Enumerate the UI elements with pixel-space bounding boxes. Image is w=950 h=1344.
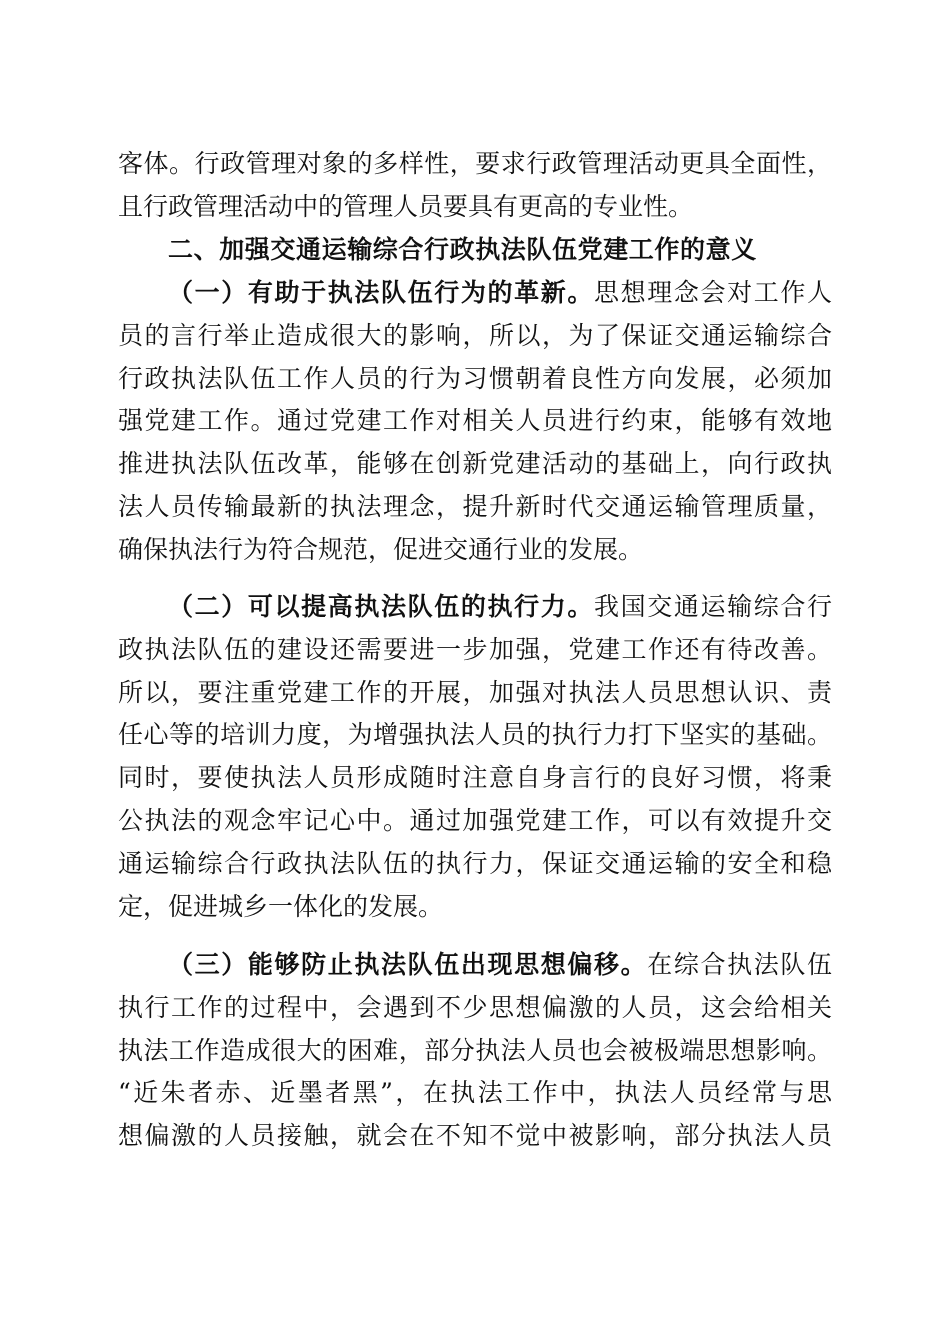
text-line: 确保执法行为符合规范，促进交通行业的发展。 xyxy=(118,534,644,564)
section-heading: 二、加强交通运输综合行政执法队伍党建工作的意义 xyxy=(168,235,757,264)
paragraph-lead-rest: 我国交通运输综合行 xyxy=(593,592,832,621)
text-line: 法人员传输最新的执法理念，提升新时代交通运输管理质量， xyxy=(118,491,832,521)
paragraph-continuation xyxy=(118,143,832,229)
paragraph-lead: （三）能够防止执法队伍出现思想偏移。 xyxy=(168,950,648,979)
text-line: 定，促进城乡一体化的发展。 xyxy=(118,891,444,921)
text-line: 推进执法队伍改革，能够在创新党建活动的基础上，向行政执 xyxy=(118,449,832,479)
text-line: 且行政管理活动中的管理人员要具有更高的专业性。 xyxy=(118,191,694,221)
text-line: 任心等的培训力度，为增强执法人员的执行力打下坚实的基础。 xyxy=(118,720,832,750)
paragraph-lead: （二）可以提高执法队伍的执行力。 xyxy=(168,592,594,621)
paragraph-first-line xyxy=(118,586,832,629)
text-line: 公执法的观念牢记心中。通过加强党建工作，可以有效提升交 xyxy=(118,805,832,835)
paragraph-1 xyxy=(118,272,832,572)
text-line: 所以，要注重党建工作的开展，加强对执法人员思想认识、责 xyxy=(118,677,832,707)
text-line: “近朱者赤、近墨者黑”，在执法工作中，执法人员经常与思 xyxy=(118,1078,832,1108)
text-line: 通运输综合行政执法队伍的执行力，保证交通运输的安全和稳 xyxy=(118,848,832,878)
text-line: 执法工作造成很大的困难，部分执法人员也会被极端思想影响。 xyxy=(118,1035,832,1065)
paragraph-lead: （一）有助于执法队伍行为的革新。 xyxy=(168,278,594,307)
text-line: 政执法队伍的建设还需要进一步加强，党建工作还有待改善。 xyxy=(118,634,832,664)
paragraph-lead-rest: 思想理念会对工作人 xyxy=(593,278,832,307)
paragraph-first-line xyxy=(118,944,832,987)
paragraph-3 xyxy=(118,944,832,1158)
text-line: 执行工作的过程中，会遇到不少思想偏激的人员，这会给相关 xyxy=(118,992,832,1022)
text-line: 员的言行举止造成很大的影响，所以，为了保证交通运输综合 xyxy=(118,320,832,350)
section-heading-block xyxy=(118,229,832,272)
text-line: 行政执法队伍工作人员的行为习惯朝着良性方向发展，必须加 xyxy=(118,363,832,393)
text-line: 客体。行政管理对象的多样性，要求行政管理活动更具全面性， xyxy=(118,149,832,178)
text-line: 想偏激的人员接触，就会在不知不觉中被影响，部分执法人员 xyxy=(118,1121,832,1151)
paragraph-first-line xyxy=(118,272,832,315)
text-line: 同时，要使执法人员形成随时注意自身言行的良好习惯，将秉 xyxy=(118,763,832,793)
text-line: 强党建工作。通过党建工作对相关人员进行约束，能够有效地 xyxy=(118,406,832,436)
paragraph-lead-rest: 在综合执法队伍 xyxy=(647,950,832,979)
paragraph-2 xyxy=(118,586,832,928)
